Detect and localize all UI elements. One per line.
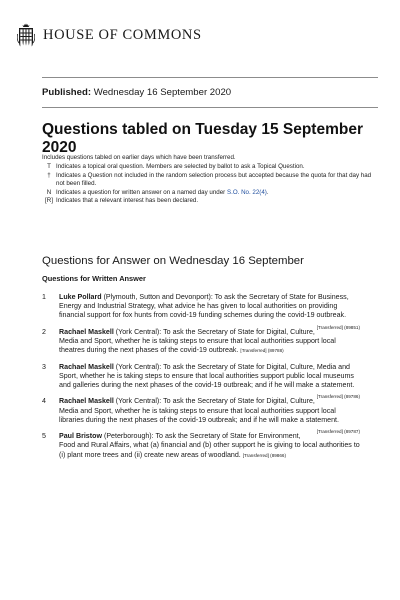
notes-intro: Includes questions tabled on earlier days which have been transferred. bbox=[42, 154, 236, 161]
key-row-dagger bbox=[42, 172, 378, 189]
house-name: HOUSE OF COMMONS bbox=[43, 26, 202, 43]
standing-order-link[interactable]: S.O. No. 22(4) bbox=[226, 188, 267, 196]
question-item bbox=[42, 397, 360, 435]
constituency: (Peterborough): bbox=[103, 432, 154, 441]
divider-top bbox=[42, 77, 378, 78]
key-symbol: T bbox=[47, 163, 51, 171]
questions-list bbox=[42, 293, 360, 467]
constituency: (York Central): bbox=[115, 362, 162, 371]
published-line bbox=[42, 87, 231, 98]
transfer-tag: [Transferred] (89786) bbox=[316, 394, 360, 400]
question-number: 2 bbox=[42, 327, 46, 336]
question-item bbox=[42, 293, 360, 330]
transfer-tag: [Transferred] (89788) bbox=[240, 348, 284, 354]
member-name: Rachael Maskell bbox=[59, 397, 114, 406]
constituency: (York Central): bbox=[115, 397, 162, 406]
key-row-interest bbox=[42, 197, 378, 205]
member-name: Rachael Maskell bbox=[59, 327, 114, 336]
member-name: Rachael Maskell bbox=[59, 362, 114, 371]
key-row-topical bbox=[42, 163, 378, 171]
question-number: 3 bbox=[42, 362, 46, 371]
portcullis-icon bbox=[17, 23, 35, 47]
key-text: Indicates a topical oral question. Members are selected by ballot to ask a Topical Question. bbox=[56, 163, 305, 171]
question-text: To ask the Secretary of State for Environment, Food and Rural Affairs, what (a) financial and (b) other support he is giving to local authorities to (i) plant more trees and (ii) create new areas of woodland. bbox=[59, 432, 360, 459]
transfer-tag: [Transferred] (89851) bbox=[316, 324, 360, 330]
key-text-wrapper bbox=[56, 189, 378, 197]
transfer-tag: [Transferred] (89866) bbox=[242, 452, 287, 458]
published-label: Published: bbox=[42, 87, 92, 98]
member-name: Paul Bristow bbox=[59, 432, 102, 441]
question-number: 4 bbox=[42, 397, 46, 406]
section-title: Questions for Answer on Wednesday 16 September bbox=[42, 255, 304, 267]
divider-bottom bbox=[42, 107, 378, 108]
page-title: Questions tabled on Tuesday 15 September 2020 bbox=[42, 121, 363, 156]
question-item bbox=[42, 328, 360, 356]
subsection-title: Questions for Written Answer bbox=[42, 274, 146, 283]
question-text: To ask the Secretary of State for Digital, Culture, Media and Sport, whether he is taking steps to ensure that local authorities support local libraries during the next phases of the covid-19 outbreak; and if he will make a statement. bbox=[59, 397, 339, 424]
key-text-end: . bbox=[266, 188, 269, 196]
question-item bbox=[42, 432, 360, 460]
key-symbol: † bbox=[47, 171, 51, 179]
question-number: 1 bbox=[42, 293, 46, 301]
key-text: Indicates a Question not included in the random selection process but accepted because the quota for that day had not been filled. bbox=[56, 171, 372, 188]
key-symbol: N bbox=[46, 188, 52, 196]
transfer-tag: [Transferred] (89787) bbox=[316, 429, 360, 435]
key-symbol: [R] bbox=[45, 197, 53, 205]
notes-block bbox=[42, 154, 378, 205]
key-row-named-day bbox=[42, 189, 378, 197]
question-text: To ask the Secretary of State for Digital, Culture, Media and Sport, whether he is taking steps to ensure that local authorities support public local museums and galleries during the next phases of the covid-19 outbreak; and if he will make a statement. bbox=[59, 362, 355, 389]
question-text: To ask the Secretary of State for Digital, Culture, Media and Sport, whether he is taking steps to ensure that local authorities support local theatres during the next phases of the covid-19 outbreak. bbox=[59, 327, 336, 355]
key-text: Indicates that a relevant interest has been declared. bbox=[56, 197, 199, 205]
constituency: (Plymouth, Sutton and Devonport): bbox=[103, 293, 213, 301]
question-text: To ask the Secretary of State for Business, Energy and Industrial Strategy, what advice he has given to local authorities on providing financial support for fox hunts from covid-19 funding schemes during the covid-19 outbreak. bbox=[59, 293, 349, 320]
member-name: Luke Pollard bbox=[59, 293, 102, 301]
page-header bbox=[17, 22, 202, 48]
published-date: Wednesday 16 September 2020 bbox=[93, 87, 232, 98]
question-item bbox=[42, 362, 360, 400]
question-number: 5 bbox=[42, 432, 46, 441]
key-text: Indicates a question for written answer on a named day under bbox=[56, 188, 226, 196]
constituency: (York Central): bbox=[115, 327, 162, 336]
